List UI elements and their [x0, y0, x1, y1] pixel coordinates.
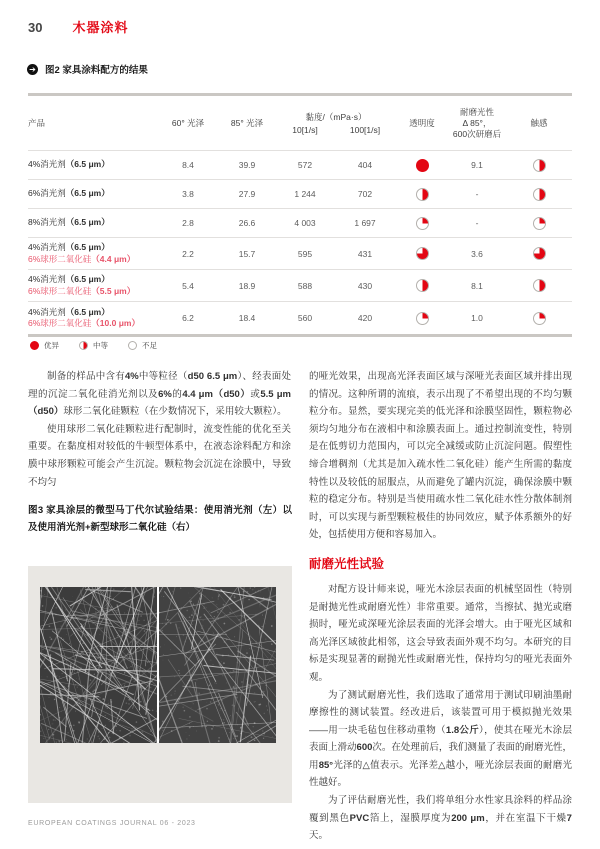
paragraph: 为了评估耐磨光性，我们将单组分水性家具涂料的样品涂覆到黑色PVC箔上，湿膜厚度为200 μm，并在室温下干燥7天。: [309, 795, 572, 842]
rating-legend: [30, 340, 157, 351]
table-row: [28, 270, 572, 302]
cell-gloss60: 6.2: [182, 313, 194, 323]
martindale-right-image: [159, 587, 276, 743]
cell-gloss60: 2.8: [182, 218, 194, 228]
figure3-images: [40, 587, 276, 743]
cell-visc10: 560: [297, 313, 313, 323]
cell-abrasion: 3.6: [471, 248, 483, 259]
cell-touch: [506, 188, 572, 201]
rating-pie-icon: [533, 188, 546, 201]
cell-gloss85: 18.9: [238, 280, 256, 291]
left-text-column: [28, 368, 291, 491]
legend-item: [128, 340, 157, 351]
cell-gloss85: 39.9: [238, 160, 256, 170]
cell-transparency: [396, 217, 448, 230]
cell-touch: [506, 247, 572, 260]
rating-pie-icon: [416, 217, 429, 230]
table-row: [28, 151, 572, 180]
cell-visc100: 430: [357, 280, 373, 291]
cell-product: 4%消光剂（6.5 μm） 6%球形二氧化硅（4.4 μm）: [28, 242, 136, 264]
cell-transparency: [396, 159, 448, 172]
cell-visc100: 431: [357, 248, 373, 259]
rating-pie-icon: [416, 312, 429, 325]
cell-gloss60: 3.8: [182, 189, 194, 199]
rating-pie-icon: [533, 159, 546, 172]
legend-item: [30, 340, 59, 351]
header-touch: 触感: [530, 118, 548, 128]
table-body: [28, 151, 572, 334]
figure3-panel: [28, 566, 292, 803]
cell-transparency: [396, 247, 448, 260]
cell-visc10: 1 244: [294, 189, 316, 199]
rating-pie-icon: [416, 279, 429, 292]
section-heading: 耐磨光性试验: [309, 556, 385, 571]
formulation-results-table: [28, 93, 572, 337]
cell-transparency: [396, 279, 448, 292]
cell-gloss60: 2.2: [182, 248, 194, 259]
cell-transparency: [396, 312, 448, 325]
cell-touch: [506, 279, 572, 292]
cell-visc100: 404: [357, 160, 373, 170]
table-row: [28, 180, 572, 209]
rating-pie-icon: [416, 188, 429, 201]
header-viscosity-10: 10[1/s]: [292, 125, 318, 135]
rating-pie-icon: [128, 341, 137, 350]
figure3-caption: 图3 家具涂层的微型马丁代尔试验结果：使用消光剂（左）以及使用消光剂+新型球形二氧化硅（右）: [28, 505, 292, 533]
right-text-column: [309, 368, 572, 845]
cell-touch: [506, 217, 572, 230]
cell-product: 6%消光剂（6.5 μm）: [28, 188, 110, 199]
cell-abrasion: 9.1: [471, 160, 483, 170]
table-row: [28, 209, 572, 238]
header-abrasion-line2: Δ 85°，: [462, 117, 492, 128]
header-viscosity: 黏度/（mPa·s）: [305, 112, 367, 122]
table-header-row: [28, 96, 572, 151]
cell-visc10: 572: [297, 160, 313, 170]
cell-gloss85: 26.6: [238, 218, 256, 228]
cell-visc10: 595: [297, 248, 313, 259]
journal-footer: EUROPEAN COATINGS JOURNAL 06 - 2023: [28, 820, 196, 827]
cell-abrasion: -: [475, 189, 479, 199]
cell-gloss85: 18.4: [238, 313, 256, 323]
rating-pie-icon: [533, 217, 546, 230]
rating-pie-icon: [416, 159, 429, 172]
table-row: [28, 238, 572, 270]
cell-product: 4%消光剂（6.5 μm）: [28, 159, 110, 170]
legend-label: 中等: [93, 341, 108, 350]
header-viscosity-group: [276, 111, 396, 135]
cell-gloss85: 27.9: [238, 189, 256, 199]
cell-visc100: 702: [357, 189, 373, 199]
legend-label: 优异: [44, 341, 59, 350]
cell-gloss60: 5.4: [182, 280, 194, 291]
cell-abrasion: 1.0: [471, 313, 483, 323]
rating-pie-icon: [30, 341, 39, 350]
cell-product: 8%消光剂（6.5 μm）: [28, 217, 110, 228]
header-gloss60: 60° 光泽: [171, 118, 205, 128]
page-number: 30: [28, 20, 43, 35]
rating-pie-icon: [533, 312, 546, 325]
section-title: 木器涂料: [72, 20, 129, 35]
header-viscosity-100: 100[1/s]: [349, 125, 381, 135]
figure-arrow-icon: ➔: [27, 64, 38, 75]
cell-product: 4%消光剂（6.5 μm） 6%球形二氧化硅（10.0 μm）: [28, 306, 140, 328]
cell-visc100: 1 697: [354, 218, 376, 228]
rating-pie-icon: [79, 341, 88, 350]
header-abrasion-line3: 600次研磨后: [452, 128, 502, 139]
rating-pie-icon: [533, 279, 546, 292]
paragraph: 制备的样品中含有4%中等粒径（d50 6.5 μm）、经表面处理的沉淀二氧化硅消光剂以及6%的4.4 μm（d50）或5.5 μm（d50）球形二氧化硅颗粒（在少数情况下，采用较大颗粒）。: [28, 371, 291, 418]
legend-label: 不足: [142, 341, 157, 350]
cell-touch: [506, 159, 572, 172]
cell-abrasion: -: [475, 218, 479, 228]
header-transparency: 透明度: [409, 118, 435, 128]
rating-pie-icon: [416, 247, 429, 260]
header-gloss85: 85° 光泽: [230, 118, 264, 128]
paragraph: 对配方设计师来说，哑光木涂层表面的机械坚固性（特别是耐抛光性或耐磨光性）非常重要。通常，当擦拭、抛光或磨损时，哑光或深哑光涂层表面的光泽会增大。由于哑光区域和高光泽区域彼此相邻，这会导致表面外观不均匀。本研究的目标是实现显著的耐抛光性或耐磨光性，保持均匀的哑光表面外观。: [309, 583, 572, 683]
cell-visc100: 420: [357, 313, 373, 323]
cell-visc10: 588: [297, 280, 313, 291]
cell-visc10: 4 003: [294, 218, 316, 228]
paragraph: 使用球形二氧化硅颗粒进行配制时，流变性能的优化至关重要。在黏度相对较低的牛顿型体系中，在液态涂料配方和涂膜中球形颗粒可能会产生沉淀。颗粒物会沉淀在涂膜中，导致不均匀: [28, 423, 291, 488]
paragraph: 的哑光效果，出现高光泽表面区域与深哑光表面区域并排出现的情况。这种所谓的流痕，表示出现了不希望出现的不均匀颗粒分布。显然，要实现完美的低光泽和涂膜坚固性，颗粒物必须均匀地分布在液相中和涂膜表面上。通过控制流变性，特别是在低剪切力范围内，可以完全减缓或防止沉淀问题。假塑性缔合增稠剂（尤其是加入疏水性二氧化硅）能产生所需的黏度特性以及较低的屈服点，从而避免了罐内沉淀，确保涂膜中颗粒的稳定分布。特别是当使用疏水性二氧化硅水性分散体制剂时，可以实现与新型颗粒极佳的协同效应，赋予体系额外的好处，包括使用方便和容易加入。: [309, 371, 572, 541]
cell-touch: [506, 312, 572, 325]
header-abrasion: [448, 107, 506, 140]
cell-gloss85: 15.7: [238, 248, 256, 259]
right-top-paragraphs: [309, 368, 572, 544]
cell-gloss60: 8.4: [182, 160, 194, 170]
header-product: 产品: [28, 118, 46, 128]
cell-abrasion: 8.1: [471, 280, 483, 291]
header-abrasion-line1: 耐磨光性: [459, 106, 494, 117]
right-bottom-paragraphs: [309, 581, 572, 845]
legend-item: [79, 340, 108, 351]
rating-pie-icon: [533, 247, 546, 260]
table-row: [28, 302, 572, 334]
paragraph: 为了测试耐磨光性，我们选取了通常用于测试印刷油墨耐摩擦性的测试装置。经改进后，该装置可用于模拟抛光效果——用一块毛毡包住移动重物（1.8公斤），使其在哑光木涂层表面上滑动600次。在处理前后，我们测量了表面的耐磨光性，用85°光泽的△值表示。光泽差△越小，哑光涂层表面的耐磨光性越好。: [309, 689, 572, 789]
figure2-caption: 图2 家具涂料配方的结果: [45, 65, 148, 76]
figure2-label: [27, 62, 148, 76]
cell-product: 4%消光剂（6.5 μm） 6%球形二氧化硅（5.5 μm）: [28, 274, 136, 296]
cell-transparency: [396, 188, 448, 201]
page-header: [28, 17, 128, 36]
martindale-left-image: [40, 587, 157, 743]
